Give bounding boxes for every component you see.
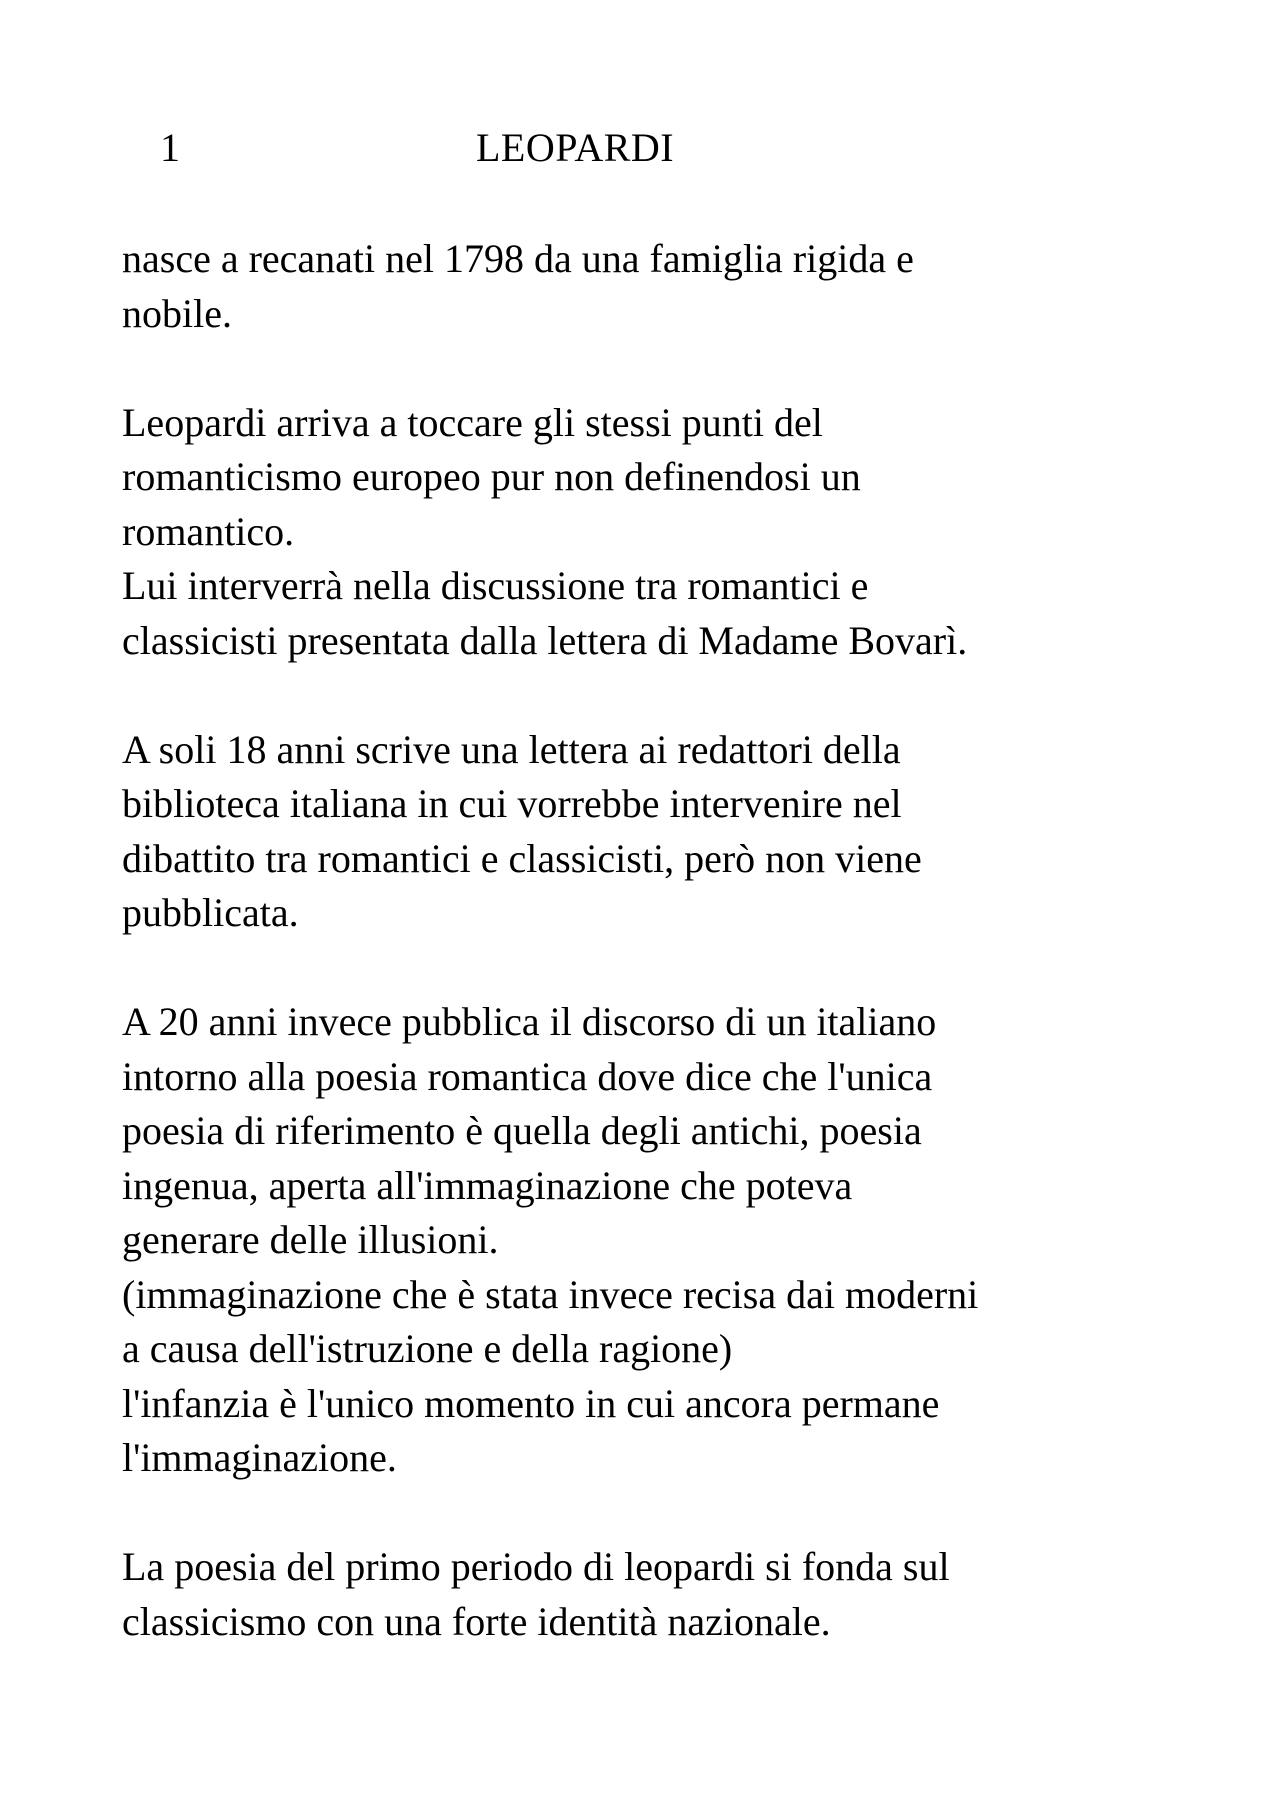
text-line: dibattito tra romantici e classicisti, però non viene — [122, 835, 922, 881]
paragraph-spacer — [122, 668, 1262, 723]
text-line: pubblicata. — [122, 890, 299, 935]
text-line: ingenua, aperta all'immaginazione che poteva — [122, 1162, 853, 1208]
text-line: A 20 anni invece pubblica il discorso di un italiano — [122, 999, 937, 1044]
page-number: 1 — [160, 125, 180, 170]
paragraph — [122, 396, 1262, 669]
text-line: a causa dell'istruzione e della ragione) — [122, 1326, 733, 1371]
paragraph — [122, 723, 1262, 941]
text-line: A soli 18 anni scrive una lettera ai redattori della — [122, 726, 901, 772]
text-line: romantico. — [122, 508, 295, 554]
text-line: Lui interverrà nella discussione tra romantici e — [122, 563, 869, 608]
text-line: (immaginazione che è stata invece recisa dai moderni — [122, 1271, 979, 1317]
page-title: LEOPARDI — [476, 125, 675, 170]
text-line: nobile. — [122, 290, 232, 336]
text-line: biblioteca italiana in cui vorrebbe intervenire nel — [122, 781, 902, 826]
text-line: Leopardi arriva a toccare gli stessi punti del — [122, 399, 823, 445]
paragraph — [122, 232, 1262, 341]
text-line: romanticismo europeo pur non definendosi un — [122, 454, 861, 499]
text-line: poesia di riferimento è quella degli antichi, poesia — [122, 1108, 922, 1153]
text-line: generare delle illusioni. — [122, 1217, 499, 1262]
text-line: classicismo con una forte identità nazionale. — [122, 1598, 831, 1644]
paragraph — [122, 995, 1262, 1486]
text-line: l'infanzia è l'unico momento in cui ancora permane — [122, 1380, 940, 1426]
text-line: nasce a recanati nel 1798 da una famiglia rigida e — [122, 236, 914, 281]
text-line: l'immaginazione. — [122, 1435, 397, 1480]
paragraph — [122, 1540, 1262, 1649]
paragraph-spacer — [122, 341, 1262, 396]
text-line: intorno alla poesia romantica dove dice che l'unica — [122, 1053, 933, 1099]
paragraph-spacer — [122, 1486, 1262, 1541]
paragraph-spacer — [122, 941, 1262, 996]
document-body — [122, 232, 1262, 1649]
text-line: classicisti presentata dalla lettera di Madame Bovarì. — [122, 617, 968, 663]
text-line: La poesia del primo periodo di leopardi si fonda sul — [122, 1544, 950, 1589]
